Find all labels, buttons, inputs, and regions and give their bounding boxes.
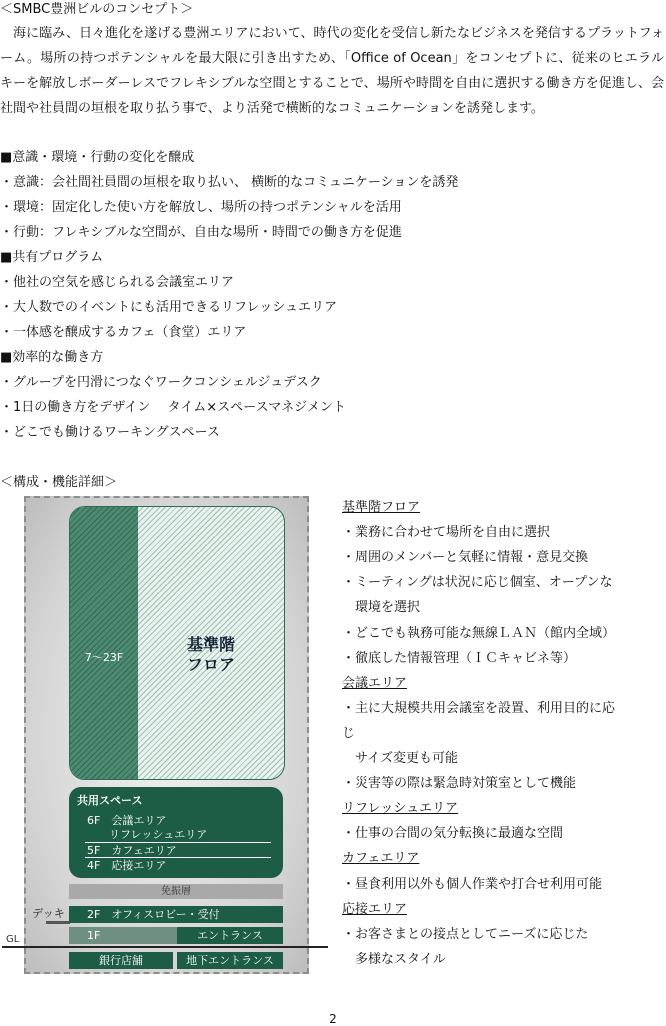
standard-floor-title-line: 基準階 フロア	[186, 635, 235, 674]
building-section-diagram	[6, 496, 309, 974]
details-heading: カフェエリア	[342, 851, 420, 866]
section-heading-1: ■意識・環境・行動の変化を醸成	[0, 150, 195, 165]
details-item: ・周囲のメンバーと気軽に情報・意見交換	[342, 550, 589, 565]
section-item: ・環境：固定化した使い方を解放し、場所の持つポテンシャルを活用	[0, 200, 402, 215]
shared-item: 4F 応接エリア	[87, 859, 167, 872]
concept-title: ＜SMBC豊洲ビルのコンセプト＞	[0, 2, 194, 17]
details-item: ・主に大規模共用会議室を設置、利用目的に応	[342, 701, 616, 716]
shared-space-title: 共用スペース	[77, 794, 143, 807]
details-heading: リフレッシュエリア	[342, 801, 459, 816]
gl-label: GL	[6, 934, 20, 945]
divider	[85, 857, 271, 858]
standard-floor-title	[138, 635, 284, 675]
entrance-bar: エントランス	[177, 927, 283, 944]
details-item: ・仕事の合間の気分転換に最適な空間	[342, 826, 564, 841]
shared-item: リフレッシュエリア	[87, 828, 208, 841]
details-item: サイズ変更も可能	[342, 751, 458, 766]
seismic-isolation-layer: 免振層	[69, 884, 283, 899]
floors-column	[70, 507, 138, 779]
section-item: ・グループを円滑につなぐワークコンシェルジュデスク	[0, 375, 322, 390]
section-heading-3: ■効率的な働き方	[0, 350, 104, 365]
section-item: ・1日の働き方をデザイン タイム×スペースマネジメント	[0, 400, 346, 415]
details-item: 多様なスタイル	[342, 952, 446, 967]
lobby-bar	[69, 906, 283, 923]
bank-bar: 銀行店舗	[69, 952, 173, 969]
details-heading: 会議エリア	[342, 676, 408, 691]
section-heading-2: ■共有プログラム	[0, 250, 104, 265]
shared-item: 6F 会議エリア	[87, 814, 167, 827]
ground-line	[2, 946, 328, 948]
section-item: ・大人数でのイベントにも活用できるリフレッシュエリア	[0, 300, 338, 315]
details-item: ・ミーティングは状況に応じ個室、オープンな	[342, 575, 613, 590]
details-item: ・徹底した情報管理（ＩＣキャビネ等）	[342, 651, 577, 666]
concept-intro: 海に臨み、日々進化を遂げる豊洲エリアにおいて、時代の変化を受信し新たなビジネスを発信するプラットフォーム。場所の持つポテンシャルを最大限に引き出すため、「Office of Ocean」をコンセプトに、従来のヒエラルキーを解放しボーダーレスでフレキシブルな空間とすることで、場所や時間を自由に選択する働き方を促進し、会社間や社員間の垣根を取り払う事で、より活発で横断的なコミュニケーションを誘発します。	[0, 26, 664, 116]
details-item: じ	[342, 726, 356, 741]
section-item: ・行動：フレキシブルな空間が、自由な場所・時間での働き方を促進	[0, 225, 402, 240]
details-item: ・業務に合わせて場所を自由に選択	[342, 525, 551, 540]
floors-label: 7～23F	[84, 651, 124, 664]
deck-slab	[46, 921, 70, 924]
section-item: ・意識：会社間社員間の垣根を取り払い、 横断的なコミュニケーションを誘発	[0, 175, 459, 190]
underground-entrance-bar: 地下エントランス	[177, 952, 283, 969]
section-item: ・どこでも働けるワーキングスペース	[0, 425, 220, 440]
page-number: 2	[329, 1012, 337, 1026]
shared-space-block	[69, 787, 283, 878]
details-item: ・お客さまとの接点としてニーズに応じた	[342, 927, 589, 942]
standard-floor-block	[69, 506, 285, 780]
lobby-label: 2F オフィスロビー・受付	[87, 908, 220, 921]
deck-label: デッキ	[32, 907, 65, 920]
details-item: ・災害等の際は緊急時対策室として機能	[342, 776, 577, 791]
details-item: 環境を選択	[342, 600, 421, 615]
shared-item: 5F カフェエリア	[87, 844, 177, 857]
divider	[85, 842, 271, 843]
first-floor-bar: 1F	[69, 927, 187, 944]
details-heading: 基準階フロア	[342, 500, 421, 515]
details-item: ・どこでも執務可能な無線ＬＡＮ（館内全域）	[342, 626, 616, 641]
details-item: ・昼食利用以外も個人作業や打合せ利用可能	[342, 877, 603, 892]
details-title: ＜構成・機能詳細＞	[0, 475, 118, 490]
section-item: ・一体感を醸成するカフェ（食堂）エリア	[0, 325, 247, 340]
details-heading: 応接エリア	[342, 902, 408, 917]
section-item: ・他社の空気を感じられる会議室エリア	[0, 275, 235, 290]
